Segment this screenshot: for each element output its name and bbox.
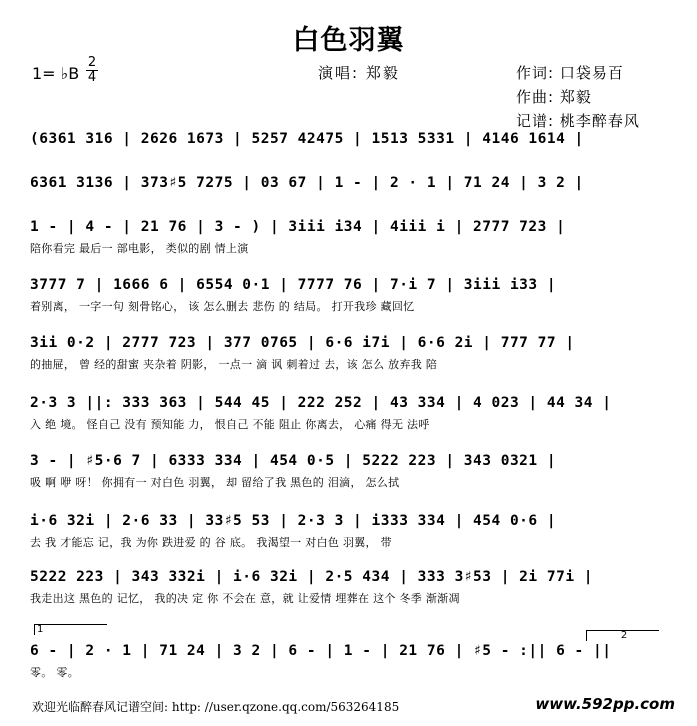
notes-line: 2·3 3 ||: 333 363 | 544 45 | 222 252 | 43 334 | 4 023 | 44 34 | <box>30 395 612 411</box>
footer-text: 欢迎光临醉春风记谱空间: http: //user.qzone.qq.com/563264185 <box>32 700 400 714</box>
lyrics-line: 我走出这 黑色的 记忆， 我的决 定 你 不会在 意，就 让爱情 埋葬在 这个 冬季 渐渐凋 <box>30 592 460 605</box>
composer-credit: 作曲: 郑毅 <box>516 88 592 106</box>
first-ending-bracket <box>34 624 107 635</box>
time-signature <box>86 56 98 85</box>
song-title: 白色羽翼 <box>292 25 405 56</box>
key-signature: 1= ♭B <box>32 64 80 83</box>
lyrics-line: 陪你看完 最后一 部电影， 类似的剧 情上演 <box>30 242 249 255</box>
notes-line: 1 - | 4 - | 21 76 | 3 - ) | 3iii i34 | 4iii i | 2777 723 | <box>30 219 566 235</box>
lyrics-line: 入 绝 境。 怪自己 没有 预知能 力， 恨自己 不能 阻止 你离去， 心痛 得无 法呼 <box>30 418 430 431</box>
notes-line: 5222 223 | 343 332i | i·6 32i | 2·5 434 | 333 3♯53 | 2i 77i | <box>30 569 594 585</box>
lyrics-line: 吸 啊 咿 呀！ 你拥有一 对白色 羽翼， 却 留给了我 黑色的 泪滴， 怎么拭 <box>30 476 400 489</box>
notes-line: 3777 7 | 1666 6 | 6554 0·1 | 7777 76 | 7·i 7 | 3iii i33 | <box>30 277 557 293</box>
notes-line: (6361 316 | 2626 1673 | 5257 42475 | 1513 5331 | 4146 1614 | <box>30 131 584 147</box>
second-ending-number: 2 <box>620 630 628 641</box>
notes-line: i·6 32i | 2·6 33 | 33♯5 53 | 2·3 3 | i333 334 | 454 0·6 | <box>30 513 557 529</box>
lyrics-line: 着别离， 一字一句 刻骨铭心， 该 怎么删去 悲伤 的 结局。 打开我珍 藏回忆 <box>30 300 415 313</box>
notes-line: 6361 3136 | 373♯5 7275 | 03 67 | 1 - | 2 · 1 | 71 24 | 3 2 | <box>30 175 584 191</box>
time-signature-bottom: 4 <box>87 70 97 85</box>
lyrics-line: 的抽屉， 曾 经的甜蜜 夹杂着 阴影， 一点一 滴 讽 刺着过 去，该 怎么 放弃我 陪 <box>30 358 438 371</box>
notes-line: 3ii 0·2 | 2777 723 | 377 0765 | 6·6 i7i | 6·6 2i | 777 77 | <box>30 335 575 351</box>
singer-credit: 演唱: 郑毅 <box>318 64 400 82</box>
lyricist-credit: 作词: 口袋易百 <box>516 64 624 82</box>
notes-line: 3 - | ♯5·6 7 | 6333 334 | 454 0·5 | 5222 223 | 343 0321 | <box>30 453 557 469</box>
lyrics-line: 零。 零。 <box>30 666 79 679</box>
site-watermark: www.592pp.com <box>535 695 675 713</box>
time-signature-top: 2 <box>87 55 97 70</box>
notes-line: 6 - | 2 · 1 | 71 24 | 3 2 | 6 - | 1 - | 21 76 | ♯5 - :|| 6 - || <box>30 643 612 659</box>
lyrics-line: 去 我 才能忘 记，我 为你 跌进爱 的 谷 底。 我渴望一 对白色 羽翼， 带 <box>30 536 392 549</box>
first-ending-number: 1 <box>37 624 44 635</box>
transcriber-credit: 记谱: 桃李醉春风 <box>516 112 640 130</box>
